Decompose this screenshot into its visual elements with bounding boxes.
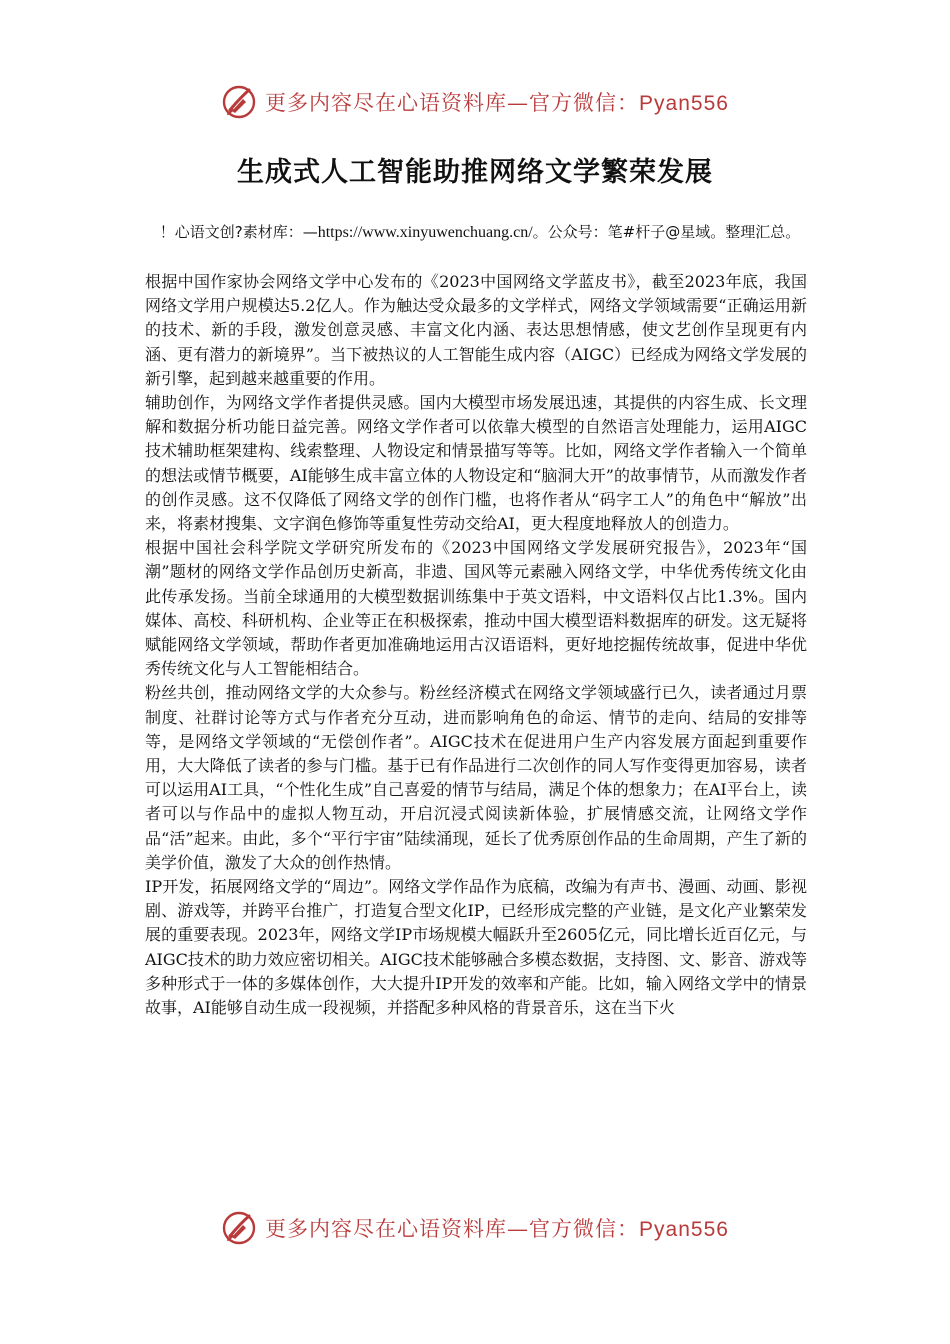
banner-message: 更多内容尽在心语资料库—官方微信： — [265, 1217, 640, 1241]
banner-text — [265, 1213, 729, 1243]
pen-nib-logo-icon — [221, 84, 257, 120]
paragraph: 根据中国社会科学院文学研究所发布的《2023中国网络文学发展研究报告》，2023年“国潮”题材的网络文学作品创历史新高，非遗、国风等元素融入网络文学，中华优秀传统文化由此传承发扬。当前全球通用的大模型数据训练集中于英文语料，中文语料仅占比1.3%。国内媒体、高校、科研机构、企业等正在积极探索，推动中国大模型语料数据库的研发。这无疑将赋能网络文学领域，帮助作者更加准确地运用古汉语语料，更好地挖掘传统故事，促进中华优秀传统文化与人工智能相结合。 — [145, 538, 807, 679]
paragraph: 粉丝共创，推动网络文学的大众参与。粉丝经济模式在网络文学领域盛行已久，读者通过月票制度、社群讨论等方式与作者充分互动，进而影响角色的命运、情节的走向、结局的安排等等，是网络文学领域的“无偿创作者”。AIGC技术在促进用户生产内容发展方面起到重要作用，大大降低了读者的参与门槛。基于已有作品进行二次创作的同人写作变得更加容易，读者可以运用AI工具，“个性化生成”自己喜爱的情节与结局，满足个体的想象力；在AI平台上，读者可以与作品中的虚拟人物互动，开启沉浸式阅读新体验，扩展情感交流，让网络文学作品“活”起来。由此，多个“平行宇宙”陆续涌现，延长了优秀原创作品的生命周期，产生了新的美学价值，激发了大众的创作热情。 — [145, 683, 807, 872]
notice-prefix: ！心语文创?素材库：— — [159, 223, 318, 241]
paragraph: IP开发，拓展网络文学的“周边”。网络文学作品作为底稿，改编为有声书、漫画、动画、影视剧、游戏等，并跨平台推广，打造复合型文化IP，已经形成完整的产业链，是文化产业繁荣发展的重要表现。2023年，网络文学IP市场规模大幅跃升至2605亿元，同比增长近百亿元，与AIGC技术的助力效应密切相关。AIGC技术能够融合多模态数据，支持图、文、影音、游戏等多种形式于一体的多媒体创作，大大提升IP开发的效率和产能。比如，输入网络文学中的情景故事，AI能够自动生成一段视频，并搭配多种风格的背景音乐，这在当下火 — [145, 877, 807, 1018]
header-banner[interactable] — [0, 80, 950, 124]
footer-banner[interactable] — [0, 1206, 950, 1250]
wechat-id: Pyan556 — [639, 92, 729, 115]
paragraph: 根据中国作家协会网络文学中心发布的《2023中国网络文学蓝皮书》，截至2023年底，我国网络文学用户规模达5.2亿人。作为触达受众最多的文学样式，网络文学领域需要“正确运用新的技术、新的手段，激发创意灵感、丰富文化内涵、表达思想情感，使文艺创作呈现更有内涵、更有潜力的新境界”。当下被热议的人工智能生成内容（AIGC）已经成为网络文学发展的新引擎，起到越来越重要的作用。 — [145, 272, 807, 388]
banner-text — [265, 87, 729, 117]
source-url-link[interactable]: https://www.xinyuwenchuang.cn/ — [317, 224, 533, 241]
banner-message: 更多内容尽在心语资料库—官方微信： — [265, 91, 640, 115]
document-title: 生成式人工智能助推网络文学繁荣发展 — [237, 157, 713, 188]
wechat-id: Pyan556 — [639, 1218, 729, 1241]
paragraph: 辅助创作，为网络文学作者提供灵感。国内大模型市场发展迅速，其提供的内容生成、长文理解和数据分析功能日益完善。网络文学作者可以依靠大模型的自然语言处理能力，运用AIGC技术辅助框架建构、线索整理、人物设定和情景描写等等。比如，网络文学作者输入一个简单的想法或情节概要，AI能够生成丰富立体的人物设定和“脑洞大开”的故事情节，从而激发作者的创作灵感。这不仅降低了网络文学的创作门槛，也将作者从“码字工人”的角色中“解放”出来，将素材搜集、文字润色修饰等重复性劳动交给AI，更大程度地释放人的创造力。 — [145, 393, 807, 534]
source-notice — [145, 220, 815, 245]
article-body — [145, 270, 807, 1020]
pen-nib-logo-icon — [221, 1210, 257, 1246]
notice-suffix: 。公众号：笔#杆子@星域。整理汇总。 — [532, 223, 801, 241]
